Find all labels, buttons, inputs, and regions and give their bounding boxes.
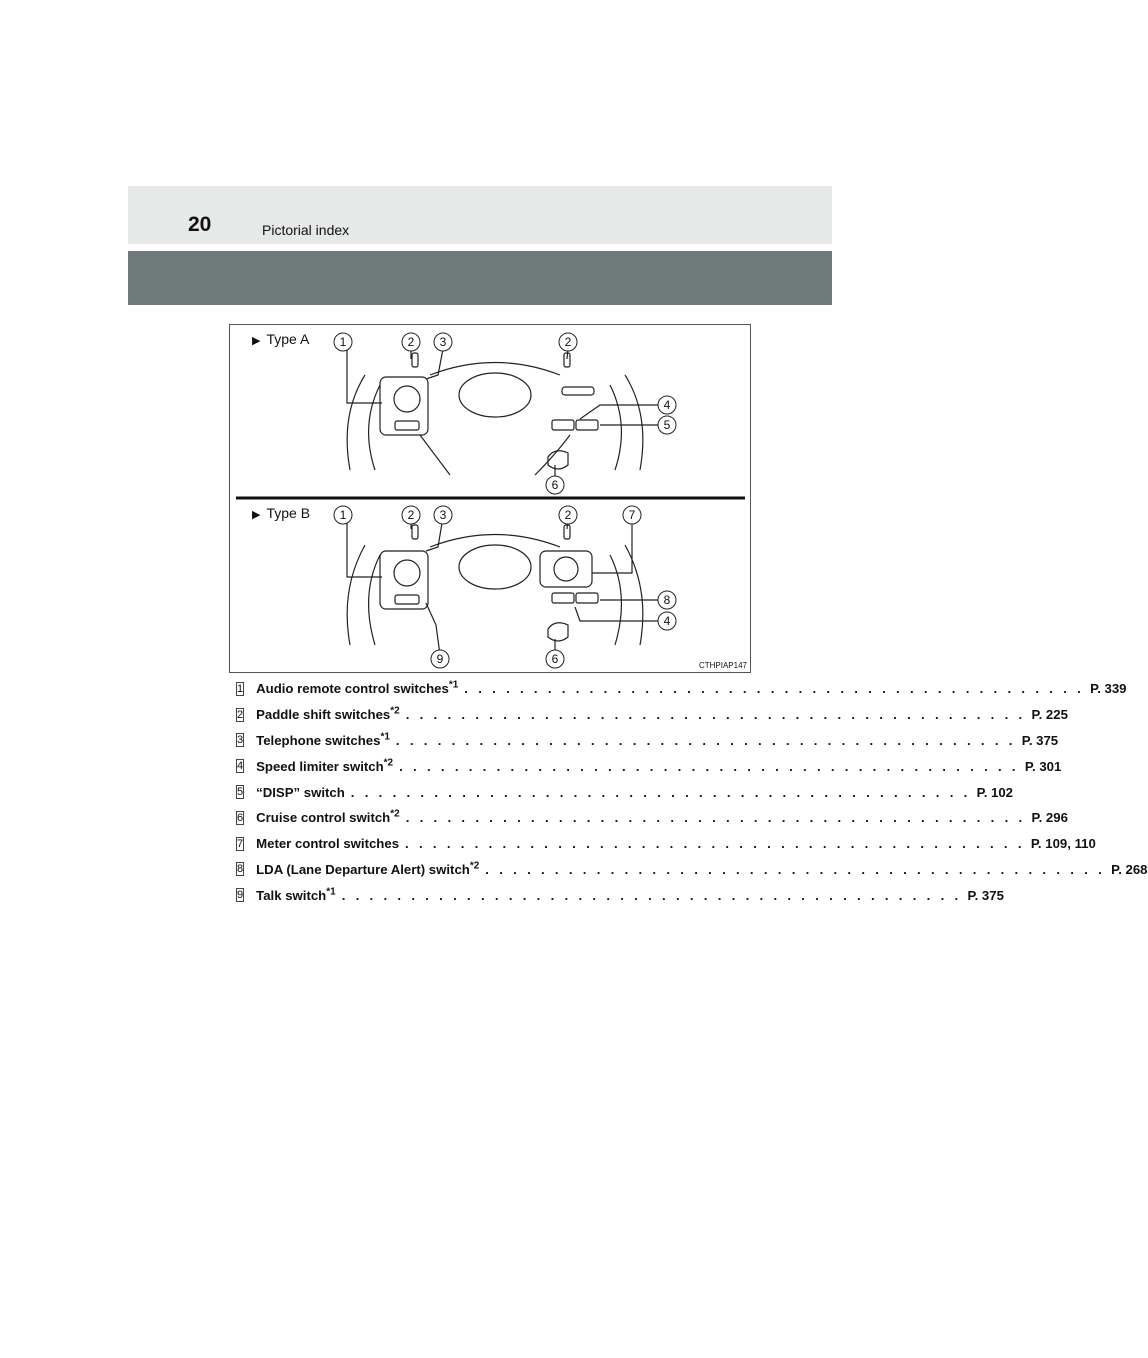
type-a-label: ▶ Type A bbox=[252, 331, 310, 347]
item-number: 3 bbox=[237, 734, 244, 747]
item-label: Speed limiter switch$^{*2}$ bbox=[256, 757, 394, 774]
leader-dots: . . . . . . . . . . . . . . . . . . . . . . . . . . . . . . . . . . . . . . . . . . . . . bbox=[405, 836, 1025, 852]
callout-b-2b: 2 bbox=[564, 508, 572, 522]
item-label: Talk switch$^{*1}$ bbox=[256, 886, 336, 903]
item-number: 4 bbox=[237, 760, 244, 773]
list-item[interactable] bbox=[236, 805, 1068, 831]
list-item[interactable] bbox=[236, 728, 1059, 754]
leader-dots: . . . . . . . . . . . . . . . . . . . . . . . . . . . . . . . . . . . . . . . . . . . . . bbox=[399, 758, 1019, 774]
leader-dots: . . . . . . . . . . . . . . . . . . . . . . . . . . . . . . . . . . . . . . . . . . . . . bbox=[395, 732, 1016, 748]
list-item[interactable] bbox=[236, 779, 1014, 805]
leader-dots: . . . . . . . . . . . . . . . . . . . . . . . . . . . . . . . . . . . . . . . . . . . . . bbox=[485, 861, 1106, 877]
header-bar bbox=[128, 186, 832, 244]
callout-b-1: 1 bbox=[339, 508, 347, 522]
callout-b-9: 9 bbox=[436, 652, 444, 666]
left-switch-panel-b bbox=[380, 551, 428, 609]
page-reference[interactable]: P. 109, 110 bbox=[1030, 836, 1096, 852]
triangle-right-icon: ▶ bbox=[252, 509, 261, 521]
item-label: Meter control switches bbox=[256, 836, 400, 852]
index-list bbox=[236, 676, 1148, 908]
callout-b-4: 4 bbox=[663, 614, 671, 628]
page-reference[interactable]: P. 301 bbox=[1024, 758, 1062, 774]
item-number: 8 bbox=[237, 863, 244, 876]
item-number: 7 bbox=[237, 837, 244, 850]
callout-a-6: 6 bbox=[551, 478, 559, 492]
page-reference[interactable]: P. 375 bbox=[967, 887, 1004, 903]
list-item[interactable] bbox=[236, 831, 1096, 857]
item-label: “DISP” switch bbox=[256, 784, 345, 800]
item-number: 6 bbox=[237, 811, 244, 824]
page-reference[interactable]: P. 102 bbox=[976, 784, 1014, 800]
item-number: 1 bbox=[237, 682, 244, 695]
steering-wheel-illustration bbox=[230, 325, 750, 672]
page-number: 20 bbox=[188, 213, 212, 236]
wheel-rim-right-a bbox=[610, 385, 621, 470]
triangle-right-icon: ▶ bbox=[252, 335, 261, 347]
item-label: Telephone switches$^{*1}$ bbox=[256, 731, 390, 748]
item-label: Audio remote control switches$^{*1}$ bbox=[256, 680, 459, 697]
figure-code: CTHPIAP147 bbox=[698, 661, 747, 670]
item-number: 5 bbox=[237, 786, 244, 799]
item-label: Paddle shift switches$^{*2}$ bbox=[256, 705, 400, 723]
callout-b-7: 7 bbox=[628, 508, 636, 522]
type-b-label: ▶ Type B bbox=[252, 505, 311, 521]
leader-dots: . . . . . . . . . . . . . . . . . . . . . . . . . . . . . . . . . . . . . . . . . . . . . bbox=[464, 681, 1085, 697]
item-number: 9 bbox=[237, 889, 244, 902]
leader-dots: . . . . . . . . . . . . . . . . . . . . . . . . . . . . . . . . . . . . . . . . . . . . . bbox=[350, 784, 971, 800]
list-item[interactable] bbox=[236, 676, 1127, 702]
callout-a-1: 1 bbox=[339, 335, 347, 349]
callout-b-6: 6 bbox=[551, 652, 559, 666]
list-item[interactable] bbox=[236, 857, 1148, 883]
list-item[interactable] bbox=[236, 702, 1068, 728]
item-number: 2 bbox=[237, 708, 244, 721]
airbag-horn-a bbox=[459, 373, 531, 417]
callout-a-4: 4 bbox=[663, 398, 671, 412]
callout-b-3: 3 bbox=[439, 508, 447, 522]
item-label: Cruise control switch$^{*2}$ bbox=[256, 808, 400, 826]
callout-a-2: 2 bbox=[407, 335, 415, 349]
wheel-rim-left-a bbox=[369, 385, 380, 470]
page-reference[interactable]: P. 296 bbox=[1031, 810, 1068, 826]
page-reference[interactable]: P. 225 bbox=[1031, 707, 1068, 723]
leader-dots: . . . . . . . . . . . . . . . . . . . . . . . . . . . . . . . . . . . . . . . . . . . . . bbox=[341, 887, 962, 903]
callout-a-3: 3 bbox=[439, 335, 447, 349]
left-switch-panel-a bbox=[380, 377, 428, 435]
page-reference[interactable]: P. 268 bbox=[1111, 861, 1148, 877]
list-item[interactable] bbox=[236, 753, 1062, 779]
leader-dots: . . . . . . . . . . . . . . . . . . . . . . . . . . . . . . . . . . . . . . . . . . . . . bbox=[405, 810, 1026, 826]
callout-a-2b: 2 bbox=[564, 335, 572, 349]
item-label: LDA (Lane Departure Alert) switch$^{*2}$ bbox=[256, 860, 480, 877]
section-title: Pictorial index bbox=[262, 222, 350, 238]
steering-wheel-figure bbox=[229, 324, 751, 673]
page-reference[interactable]: P. 339 bbox=[1090, 681, 1127, 697]
page-reference[interactable]: P. 375 bbox=[1021, 732, 1059, 748]
callout-a-5: 5 bbox=[663, 418, 671, 432]
callout-b-2: 2 bbox=[407, 508, 415, 522]
list-item[interactable] bbox=[236, 882, 1004, 908]
callout-b-8: 8 bbox=[663, 593, 671, 607]
airbag-horn-b bbox=[459, 545, 531, 589]
leader-dots: . . . . . . . . . . . . . . . . . . . . . . . . . . . . . . . . . . . . . . . . . . . . . bbox=[405, 707, 1026, 723]
section-band bbox=[128, 251, 832, 305]
